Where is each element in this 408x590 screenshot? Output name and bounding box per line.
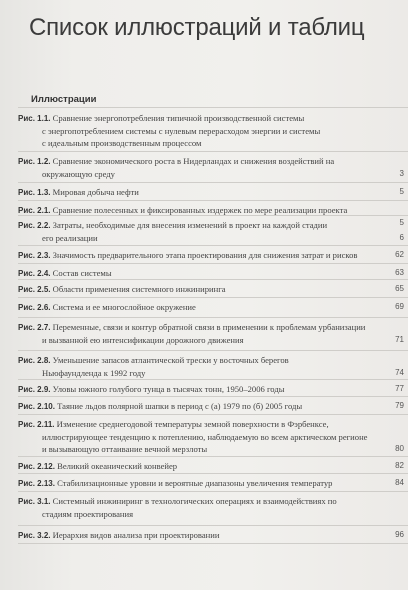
page-number: 82	[395, 461, 404, 470]
entry-divider	[18, 543, 408, 544]
figure-caption: Системный инжиниринг в технологических операциях и взаимодействиях по	[52, 496, 337, 506]
figure-caption: стадиям проектирования	[42, 508, 134, 519]
figure-number: Рис. 2.6.	[18, 303, 51, 312]
entry-divider	[18, 491, 408, 492]
entry-divider	[18, 473, 408, 474]
list-item[interactable]	[18, 267, 408, 280]
entry-line	[18, 137, 408, 150]
page-number: 69	[395, 302, 404, 311]
figure-caption: Иерархия видов анализа при проектировании	[52, 530, 220, 540]
entry-line	[18, 508, 408, 521]
list-item[interactable]	[18, 529, 408, 542]
entry-divider	[18, 297, 408, 298]
figure-number: Рис. 2.7.	[18, 323, 51, 332]
entry-line	[18, 283, 408, 296]
entry-line	[18, 431, 408, 444]
figure-caption: его реализации	[42, 232, 98, 243]
figure-caption: Области применения системного инжиниринга	[52, 284, 226, 294]
list-item[interactable]	[18, 383, 408, 396]
figure-caption: Мировая добыча нефти	[52, 187, 139, 197]
figure-caption: Сравнение полесенных и фиксированных издержек по мере реализации проекта	[52, 205, 348, 215]
entry-line	[18, 186, 408, 199]
entry-line	[18, 155, 408, 168]
list-item[interactable]	[18, 460, 408, 473]
entry-line	[18, 334, 408, 347]
figure-number: Рис. 3.2.	[18, 531, 51, 540]
page-number: 62	[395, 250, 404, 259]
page-number: 5	[399, 217, 404, 227]
figure-caption: и вызывающую оттаивание вечной мерзлоты	[42, 444, 208, 455]
figure-caption: и вызванной ею интенсификации дорожного движения	[42, 334, 244, 345]
figure-number: Рис. 2.11.	[18, 420, 55, 429]
list-item[interactable]	[18, 495, 408, 520]
figure-number: Рис. 1.1.	[18, 114, 51, 123]
list-item[interactable]	[18, 155, 408, 180]
page-number: 79	[395, 401, 404, 410]
page-number: 71	[395, 334, 404, 344]
section-heading: Иллюстрации	[31, 94, 97, 105]
entry-line	[18, 477, 408, 490]
figure-number: Рис. 2.8.	[18, 356, 51, 365]
entry-line	[18, 418, 408, 431]
entry-divider	[18, 107, 408, 108]
page-title: Список иллюстраций и таблиц	[29, 14, 365, 41]
entry-line	[18, 112, 408, 125]
entry-line	[18, 125, 408, 138]
entry-line	[18, 204, 408, 217]
list-item[interactable]	[18, 354, 408, 379]
figure-caption: Система и ее многослойное окружение	[52, 302, 196, 312]
entry-line	[18, 383, 408, 396]
entry-line	[18, 460, 408, 473]
page-number: 65	[395, 284, 404, 293]
page-number: 77	[395, 384, 404, 393]
page-number: 84	[395, 478, 404, 487]
entry-line	[18, 400, 408, 413]
list-item[interactable]	[18, 301, 408, 314]
entry-line	[18, 443, 408, 456]
entry-line	[18, 321, 408, 334]
figure-caption: Значимость предварительного этапа проектирования для снижения затрат и рисков	[52, 250, 358, 260]
list-item[interactable]	[18, 219, 408, 244]
list-item[interactable]	[18, 283, 408, 296]
page-number: 80	[395, 444, 404, 454]
figure-number: Рис. 2.9.	[18, 385, 51, 394]
list-item[interactable]	[18, 249, 408, 262]
figure-number: Рис. 2.5.	[18, 285, 51, 294]
list-item[interactable]	[18, 400, 408, 413]
entry-divider	[18, 263, 408, 264]
entry-divider	[18, 350, 408, 351]
list-item[interactable]	[18, 186, 408, 199]
page-number: 63	[395, 268, 404, 277]
entry-divider	[18, 456, 408, 457]
figure-caption: с энергопотреблением системы с нулевым перерасходом энергии и системы	[42, 125, 321, 136]
figure-caption: Сравнение энергопотребления типичной производственной системы	[52, 113, 305, 123]
entry-line	[18, 495, 408, 508]
entry-line	[18, 301, 408, 314]
figure-caption: Стабилизационные уровни и вероятные диапазоны увеличения температур	[57, 478, 333, 488]
list-item[interactable]	[18, 477, 408, 490]
figure-caption: Уловы южного голубого тунца в тысячах тонн, 1950–2006 годы	[52, 384, 285, 394]
entry-divider	[18, 396, 408, 397]
entry-line	[18, 232, 408, 245]
entry-line	[18, 367, 408, 380]
figure-caption: Затраты, необходимые для внесения изменений в проект на каждой стадии	[52, 220, 328, 230]
figure-caption: Уменьшение запасов атлантической трески у восточных берегов	[52, 355, 289, 365]
figure-number: Рис. 1.3.	[18, 188, 51, 197]
entry-line	[18, 354, 408, 367]
list-item[interactable]	[18, 112, 408, 150]
entry-divider	[18, 414, 408, 415]
entry-line	[18, 168, 408, 181]
figure-caption: Сравнение экономического роста в Нидерландах и снижения воздействий на	[52, 156, 335, 166]
entry-divider	[18, 182, 408, 183]
page-number: 74	[395, 367, 404, 377]
entry-line	[18, 249, 408, 262]
entry-line	[18, 529, 408, 542]
figure-number: Рис. 2.2.	[18, 221, 51, 230]
entry-divider	[18, 525, 408, 526]
figure-caption: окружающую среду	[42, 168, 115, 179]
figure-caption: Великий океанический конвейер	[57, 461, 178, 471]
page-number: 6	[399, 232, 404, 242]
entry-divider	[18, 200, 408, 201]
entry-divider	[18, 317, 408, 318]
list-item[interactable]	[18, 418, 408, 456]
entry-divider	[18, 151, 408, 152]
figure-caption: Состав системы	[52, 268, 112, 278]
figure-number: Рис. 2.12.	[18, 462, 55, 471]
figure-number: Рис. 3.1.	[18, 497, 51, 506]
figure-caption: Изменение среднегодовой температуры земной поверхности в Фэрбенксе,	[56, 419, 329, 429]
figure-caption: с идеальным производственным процессом	[42, 138, 202, 149]
figure-number: Рис. 2.1.	[18, 206, 51, 215]
figure-number: Рис. 2.3.	[18, 251, 51, 260]
page-number: 5	[399, 187, 404, 196]
figure-caption: Таяние льдов полярной шапки в период с (а) 1979 по (б) 2005 годы	[57, 401, 303, 411]
figure-caption: иллюстрирующее тенденцию к потеплению, наблюдаемую во всем арктическом регионе	[42, 431, 368, 442]
page-number: 96	[395, 530, 404, 539]
entry-line	[18, 267, 408, 280]
figure-number: Рис. 1.2.	[18, 157, 51, 166]
page-number: 3	[399, 168, 404, 178]
figure-number: Рис. 2.13.	[18, 479, 55, 488]
list-item[interactable]	[18, 321, 408, 346]
figure-number: Рис. 2.10.	[18, 402, 55, 411]
entry-divider	[18, 245, 408, 246]
entry-line	[18, 219, 408, 232]
figure-caption: Ньюфаундленда к 1992 году	[42, 367, 146, 378]
figure-number: Рис. 2.4.	[18, 269, 51, 278]
figure-caption: Переменные, связи и контур обратной связи в применении к проблемам урбанизации	[52, 322, 366, 332]
